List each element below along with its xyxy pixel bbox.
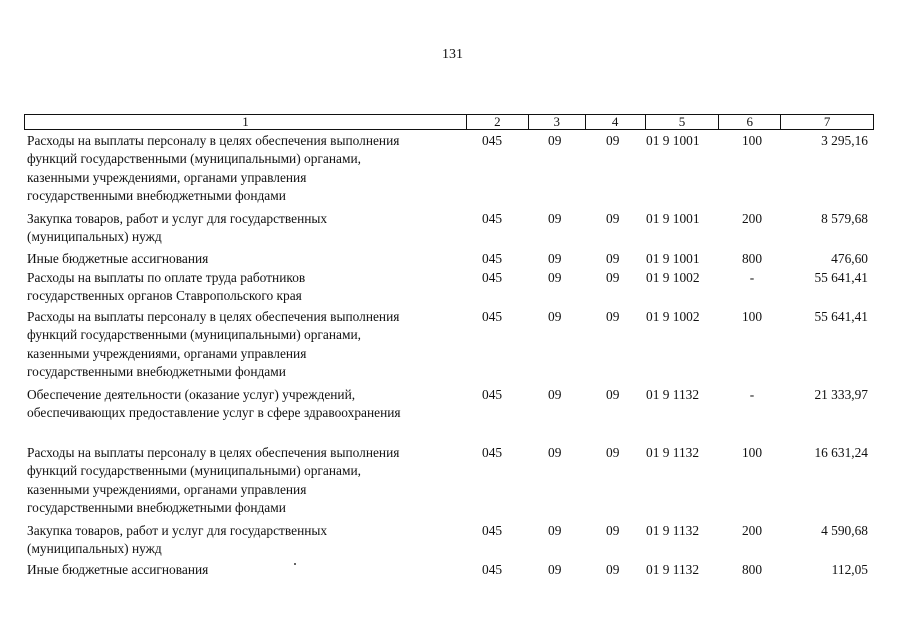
row-col-3: 09 [548, 309, 562, 324]
row-col-3: 09 [548, 211, 562, 226]
row-col-7: 55 641,41 [814, 270, 868, 285]
budget-table [24, 114, 874, 577]
row-col-6: 800 [741, 562, 763, 577]
description-line: Иные бюджетные ассигнования [27, 251, 209, 266]
row-col-6: 200 [741, 523, 763, 538]
row-col-5: 01 9 1132 [646, 562, 700, 577]
scan-speck [294, 563, 296, 565]
row-col-4: 09 [606, 562, 620, 577]
header-col-1: 1 [25, 115, 467, 129]
row-col-6: 100 [741, 445, 763, 460]
row-col-5: 01 9 1132 [646, 387, 700, 402]
row-col-7: 3 295,16 [821, 133, 868, 148]
description-line: функций государственными (муниципальными) органами, [27, 327, 361, 343]
description-line: (муниципальных) нужд [27, 229, 162, 245]
description-line: Иные бюджетные ассигнования [27, 562, 209, 577]
row-col-7: 8 579,68 [821, 211, 868, 226]
row-col-3: 09 [548, 251, 562, 266]
row-col-5: 01 9 1001 [646, 211, 700, 226]
row-description [27, 522, 465, 559]
row-col-2: 045 [482, 445, 503, 460]
description-line: Закупка товаров, работ и услуг для государственных [27, 523, 328, 538]
row-col-4: 09 [606, 387, 620, 402]
row-col-5: 01 9 1002 [646, 309, 700, 324]
header-col-5: 5 [646, 115, 720, 129]
description-line: казенными учреждениями, органами управления [27, 169, 307, 185]
row-col-3: 09 [548, 562, 562, 577]
row-col-3: 09 [548, 387, 562, 402]
description-line: государственных органов Ставропольского края [27, 288, 302, 304]
description-line: Расходы на выплаты персоналу в целях обеспечения выполнения [27, 133, 400, 148]
row-col-4: 09 [606, 251, 620, 266]
header-col-2: 2 [467, 115, 529, 129]
description-line: (муниципальных) нужд [27, 541, 162, 557]
description-line: государственными внебюджетными фондами [27, 363, 286, 379]
description-line: Расходы на выплаты персоналу в целях обеспечения выполнения [27, 445, 400, 460]
row-col-2: 045 [482, 133, 503, 148]
row-col-2: 045 [482, 309, 503, 324]
row-col-6: 200 [741, 211, 763, 226]
row-col-7: 55 641,41 [814, 309, 868, 324]
description-line: Обеспечение деятельности (оказание услуг) учреждений, [27, 387, 356, 402]
row-col-7: 4 590,68 [821, 523, 868, 538]
row-description [27, 210, 465, 247]
row-col-4: 09 [606, 309, 620, 324]
row-col-3: 09 [548, 133, 562, 148]
row-col-4: 09 [606, 133, 620, 148]
description-line: обеспечивающих предоставление услуг в сфере здравоохранения [27, 405, 401, 421]
page-number: 131 [442, 47, 463, 62]
row-col-3: 09 [548, 523, 562, 538]
row-col-7: 112,05 [831, 562, 868, 577]
row-col-2: 045 [482, 523, 503, 538]
row-col-5: 01 9 1132 [646, 445, 700, 460]
row-col-3: 09 [548, 445, 562, 460]
row-col-4: 09 [606, 523, 620, 538]
description-line: государственными внебюджетными фондами [27, 187, 286, 203]
row-description [27, 132, 465, 205]
row-col-5: 01 9 1132 [646, 523, 700, 538]
row-description [27, 308, 465, 381]
row-description [27, 250, 465, 268]
description-line: Закупка товаров, работ и услуг для государственных [27, 211, 328, 226]
row-col-2: 045 [482, 211, 503, 226]
row-col-3: 09 [548, 270, 562, 285]
description-line: функций государственными (муниципальными) органами, [27, 151, 361, 167]
description-line: функций государственными (муниципальными) органами, [27, 463, 361, 479]
row-col-2: 045 [482, 562, 503, 577]
description-line: Расходы на выплаты по оплате труда работников [27, 270, 306, 285]
row-col-6: - [749, 270, 755, 285]
row-col-4: 09 [606, 211, 620, 226]
row-col-6: 100 [741, 133, 763, 148]
row-col-5: 01 9 1001 [646, 251, 700, 266]
header-col-3: 3 [529, 115, 586, 129]
row-description [27, 386, 465, 423]
row-col-2: 045 [482, 387, 503, 402]
row-description [27, 444, 465, 517]
row-col-7: 21 333,97 [814, 387, 868, 402]
table-header-row [24, 114, 874, 130]
row-col-2: 045 [482, 251, 503, 266]
description-line: казенными учреждениями, органами управления [27, 345, 307, 361]
row-description [27, 269, 465, 306]
row-col-4: 09 [606, 445, 620, 460]
row-col-4: 09 [606, 270, 620, 285]
row-col-6: 800 [741, 251, 763, 266]
row-col-2: 045 [482, 270, 503, 285]
row-col-5: 01 9 1002 [646, 270, 700, 285]
description-line: Расходы на выплаты персоналу в целях обеспечения выполнения [27, 309, 400, 324]
header-col-6: 6 [719, 115, 781, 129]
header-col-4: 4 [586, 115, 646, 129]
row-col-5: 01 9 1001 [646, 133, 700, 148]
row-col-6: 100 [741, 309, 763, 324]
description-line: государственными внебюджетными фондами [27, 499, 286, 515]
row-col-7: 476,60 [831, 251, 868, 266]
row-col-6: - [749, 387, 755, 402]
description-line: казенными учреждениями, органами управления [27, 481, 307, 497]
row-description [27, 561, 465, 579]
header-col-7: 7 [823, 114, 831, 129]
row-col-7: 16 631,24 [814, 445, 868, 460]
